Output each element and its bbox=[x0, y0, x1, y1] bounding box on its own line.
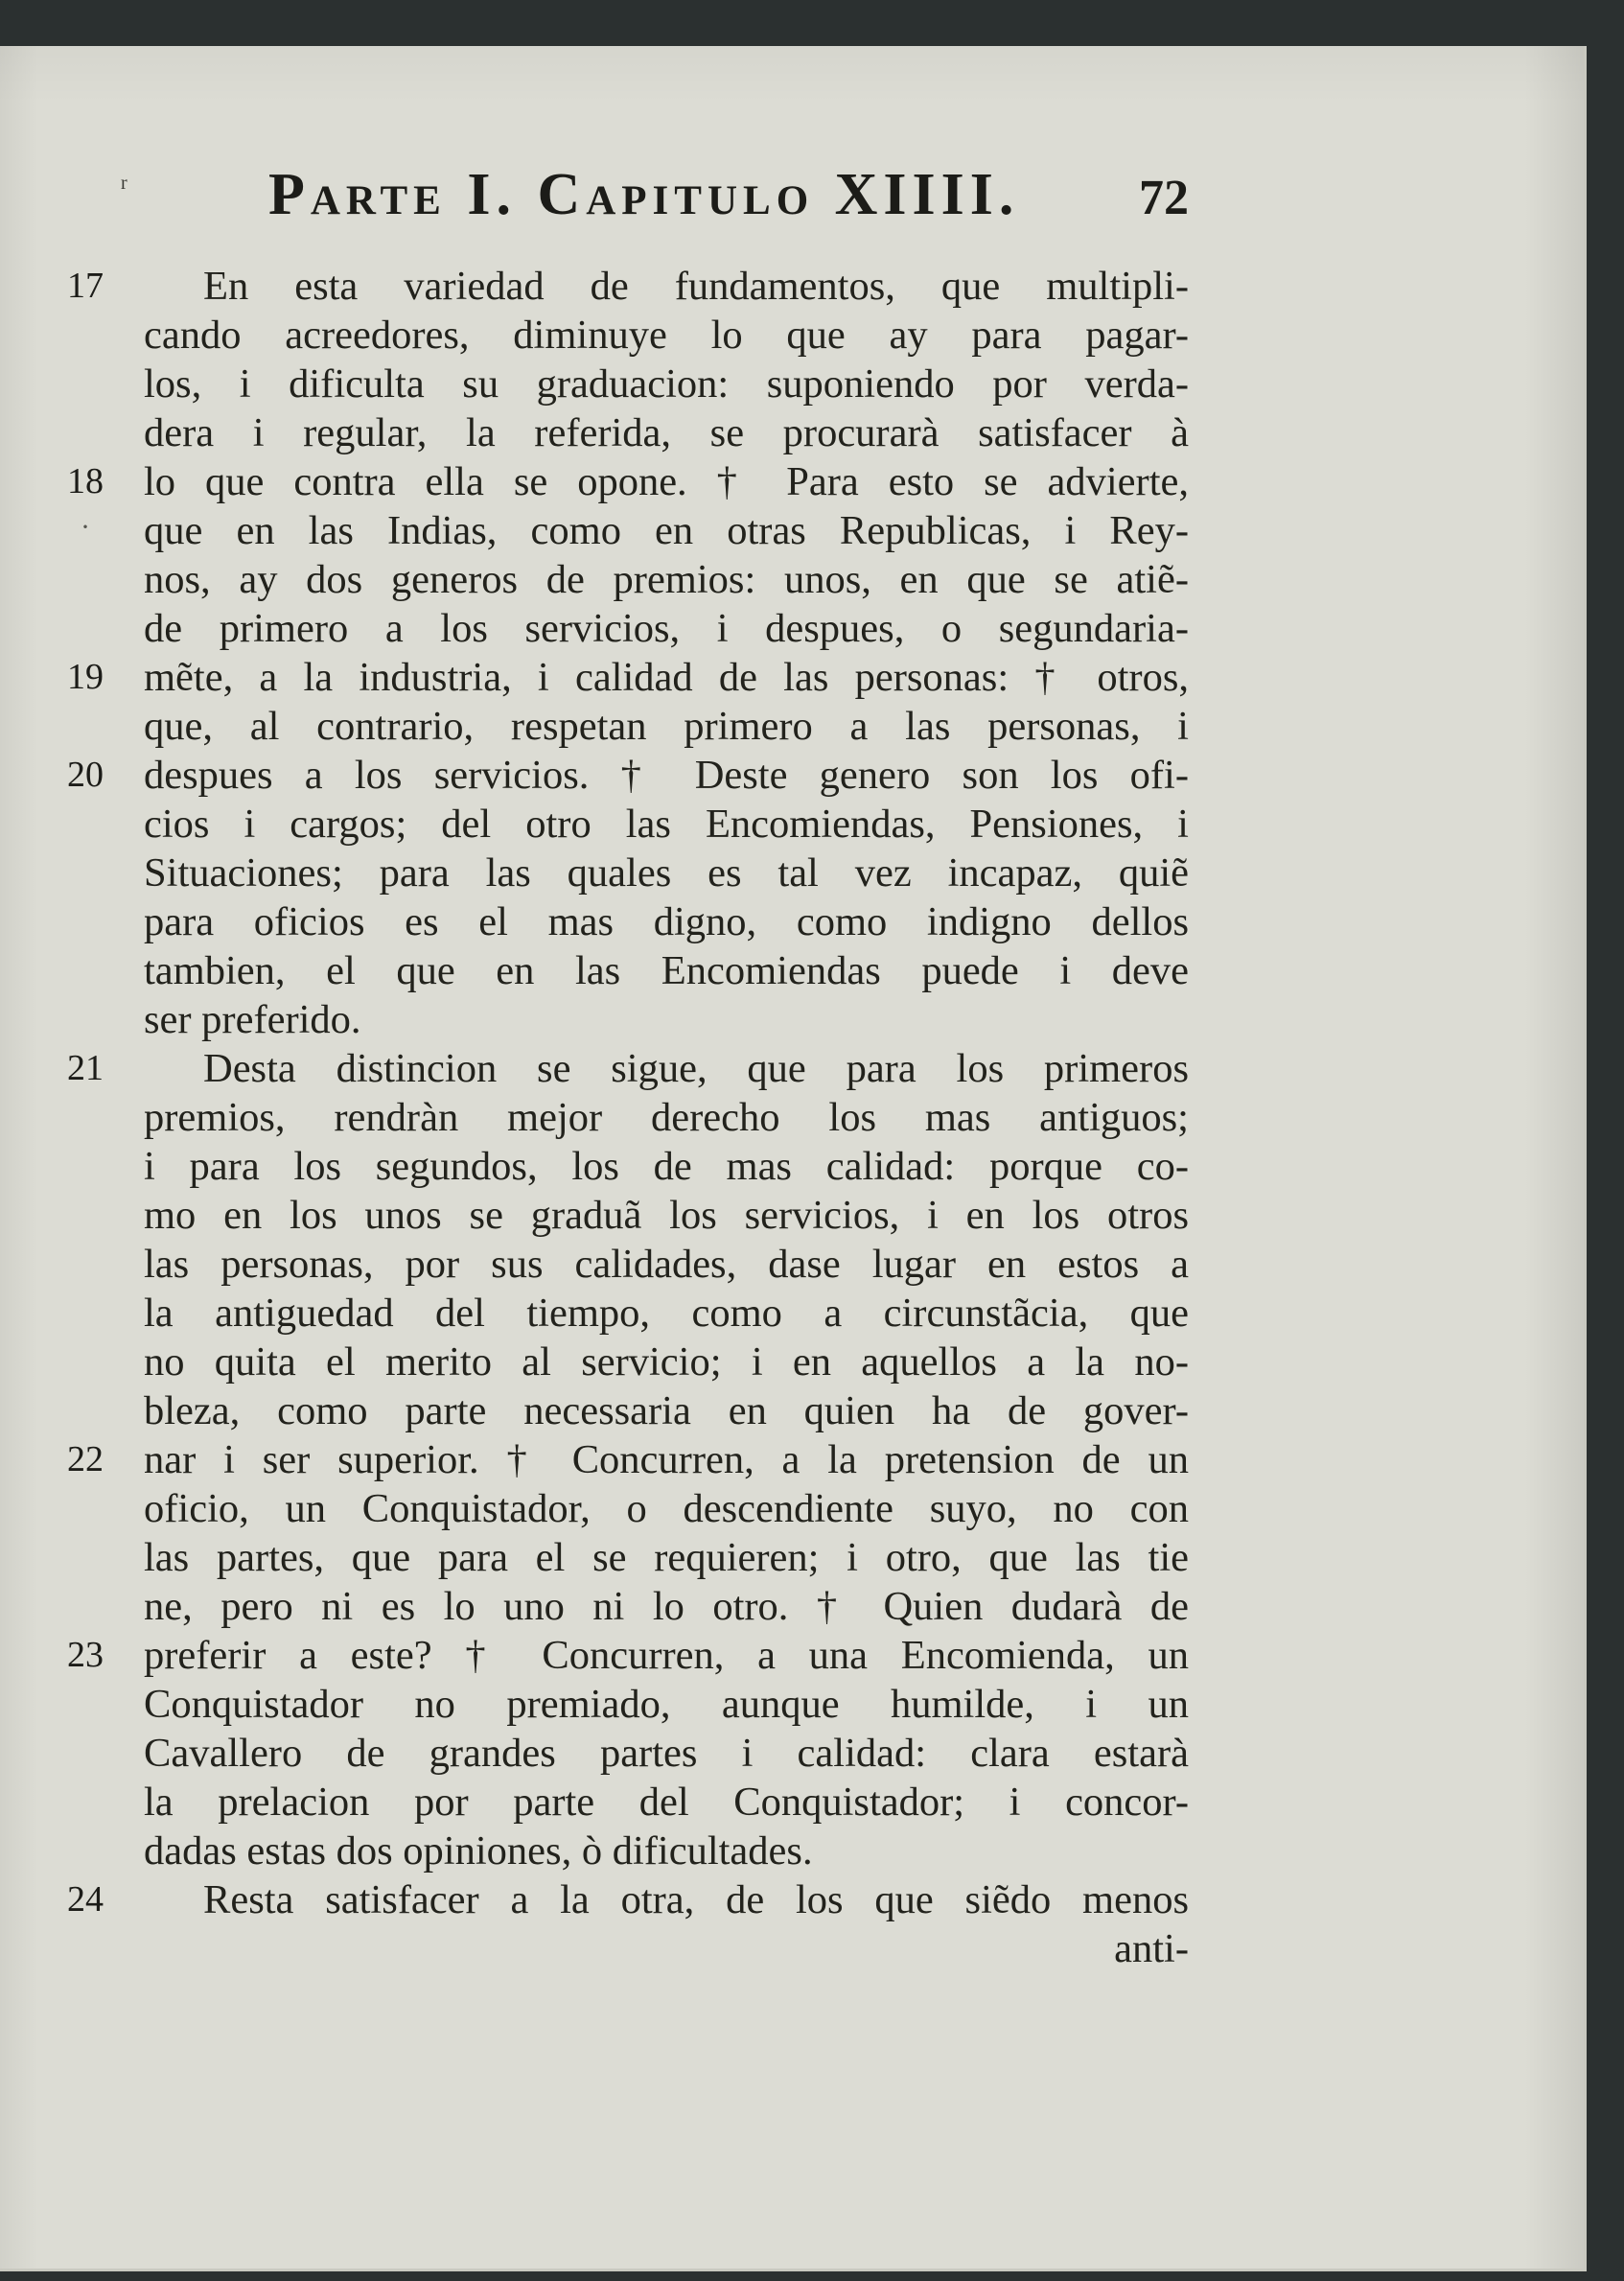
line-text: las personas, por sus calidades, dase lugar en estos a bbox=[144, 1242, 1189, 1287]
text-line bbox=[81, 506, 1189, 555]
line-text: mo en los unos se graduã los servicios, i en los otros bbox=[144, 1193, 1189, 1238]
text-line bbox=[144, 1680, 1189, 1729]
line-text: bleza, como parte necessaria en quien ha de gover- bbox=[144, 1388, 1189, 1433]
text-line bbox=[144, 1338, 1189, 1386]
text-line bbox=[144, 1289, 1189, 1338]
line-text: Resta satisfacer a la otra, de los que siẽdo menos bbox=[203, 1877, 1189, 1922]
text-line bbox=[67, 262, 1189, 311]
text-line bbox=[67, 1875, 1189, 1924]
text-line bbox=[144, 408, 1189, 457]
text-line bbox=[144, 1386, 1189, 1435]
text-line bbox=[144, 800, 1189, 849]
line-text: Cavallero de grandes partes i calidad: clara estarà bbox=[144, 1731, 1189, 1776]
line-text: cios i cargos; del otro las Encomiendas, Pensiones, i bbox=[144, 802, 1189, 847]
text-line bbox=[67, 751, 1189, 800]
line-text: que en las Indias, como en otras Republicas, i Rey- bbox=[144, 508, 1189, 553]
text-line bbox=[144, 702, 1189, 751]
line-text: que, al contrario, respetan primero a las personas, i bbox=[144, 704, 1189, 749]
text-line bbox=[144, 1533, 1189, 1582]
line-text: tambien, el que en las Encomiendas puede i deve bbox=[144, 948, 1189, 993]
line-text: dera i regular, la referida, se procurarà satisfacer à bbox=[144, 410, 1189, 455]
line-text: para oficios es el mas digno, como indigno dellos bbox=[144, 899, 1189, 944]
text-line bbox=[67, 457, 1189, 506]
body-text bbox=[67, 262, 1189, 1973]
book-page bbox=[0, 46, 1587, 2271]
running-head-title: Parte I. Capitulo XIIII. bbox=[268, 162, 1020, 227]
line-text: las partes, que para el se requieren; i otro, que las tie bbox=[144, 1535, 1189, 1580]
text-line bbox=[144, 360, 1189, 408]
text-line bbox=[144, 897, 1189, 946]
line-text: Conquistador no premiado, aunque humilde, i un bbox=[144, 1682, 1189, 1727]
line-text: oficio, un Conquistador, o descendiente suyo, no con bbox=[144, 1486, 1189, 1531]
paragraph-number: 17 bbox=[67, 266, 104, 306]
text-line bbox=[144, 849, 1189, 897]
text-line bbox=[144, 1582, 1189, 1631]
line-text: dadas estas dos opiniones, ò dificultades. bbox=[144, 1828, 813, 1874]
text-line bbox=[144, 1191, 1189, 1240]
text-line bbox=[144, 311, 1189, 360]
line-text: la antiguedad del tiempo, como a circunstãcia, que bbox=[144, 1291, 1189, 1336]
line-text: de primero a los servicios, i despues, o segundaria- bbox=[144, 606, 1189, 651]
line-text: ser preferido. bbox=[144, 997, 361, 1042]
line-text: nar i ser superior. † Concurren, a la pretension de un bbox=[144, 1437, 1189, 1482]
line-text: despues a los servicios. † Deste genero son los ofi- bbox=[144, 753, 1189, 798]
line-text: mẽte, a la industria, i calidad de las personas: † otros, bbox=[144, 655, 1189, 700]
line-text: los, i dificulta su graduacion: suponiendo por verda- bbox=[144, 361, 1189, 407]
line-text: preferir a este? † Concurren, a una Encomienda, un bbox=[144, 1633, 1189, 1678]
line-text: i para los segundos, los de mas calidad: porque co- bbox=[144, 1144, 1189, 1189]
text-line bbox=[67, 1435, 1189, 1484]
text-line bbox=[144, 604, 1189, 653]
line-text: Situaciones; para las quales es tal vez incapaz, quiẽ bbox=[144, 850, 1189, 896]
text-line bbox=[144, 1484, 1189, 1533]
text-line bbox=[144, 1729, 1189, 1778]
paragraph-number: 22 bbox=[67, 1439, 104, 1479]
paragraph-number: 19 bbox=[67, 657, 104, 697]
text-line bbox=[144, 1142, 1189, 1191]
line-text: Desta distincion se sigue, que para los primeros bbox=[203, 1046, 1189, 1091]
text-line bbox=[144, 1778, 1189, 1827]
text-line bbox=[144, 1093, 1189, 1142]
line-text: la prelacion por parte del Conquistador; i concor- bbox=[144, 1780, 1189, 1825]
line-text: premios, rendràn mejor derecho los mas antiguos; bbox=[144, 1095, 1189, 1140]
running-head bbox=[268, 161, 1189, 229]
text-line bbox=[144, 1240, 1189, 1289]
text-line bbox=[67, 653, 1189, 702]
line-text: lo que contra ella se opone. † Para esto se advierte, bbox=[144, 459, 1189, 504]
line-text: ne, pero ni es lo uno ni lo otro. † Quien dudarà de bbox=[144, 1584, 1189, 1629]
text-line bbox=[144, 1827, 1189, 1875]
catchword-line bbox=[144, 1924, 1189, 1973]
margin-dot: · bbox=[81, 511, 90, 543]
line-text: nos, ay dos generos de premios: unos, en que se atiẽ- bbox=[144, 557, 1189, 602]
text-line bbox=[144, 555, 1189, 604]
text-line bbox=[144, 995, 1189, 1044]
paragraph-number: 23 bbox=[67, 1635, 104, 1675]
line-text: cando acreedores, diminuye lo que ay para pagar- bbox=[144, 313, 1189, 358]
paragraph-number: 20 bbox=[67, 755, 104, 795]
printer-mark: r bbox=[121, 173, 128, 194]
line-text: En esta variedad de fundamentos, que multipli- bbox=[203, 264, 1189, 309]
text-line bbox=[67, 1631, 1189, 1680]
paragraph-number: 24 bbox=[67, 1879, 104, 1920]
text-line bbox=[67, 1044, 1189, 1093]
line-text: no quita el merito al servicio; i en aquellos a la no- bbox=[144, 1339, 1189, 1385]
paragraph-number: 18 bbox=[67, 461, 104, 501]
catchword: anti- bbox=[1114, 1926, 1189, 1971]
page-number: 72 bbox=[1139, 171, 1189, 225]
paragraph-number: 21 bbox=[67, 1048, 104, 1088]
text-line bbox=[144, 946, 1189, 995]
